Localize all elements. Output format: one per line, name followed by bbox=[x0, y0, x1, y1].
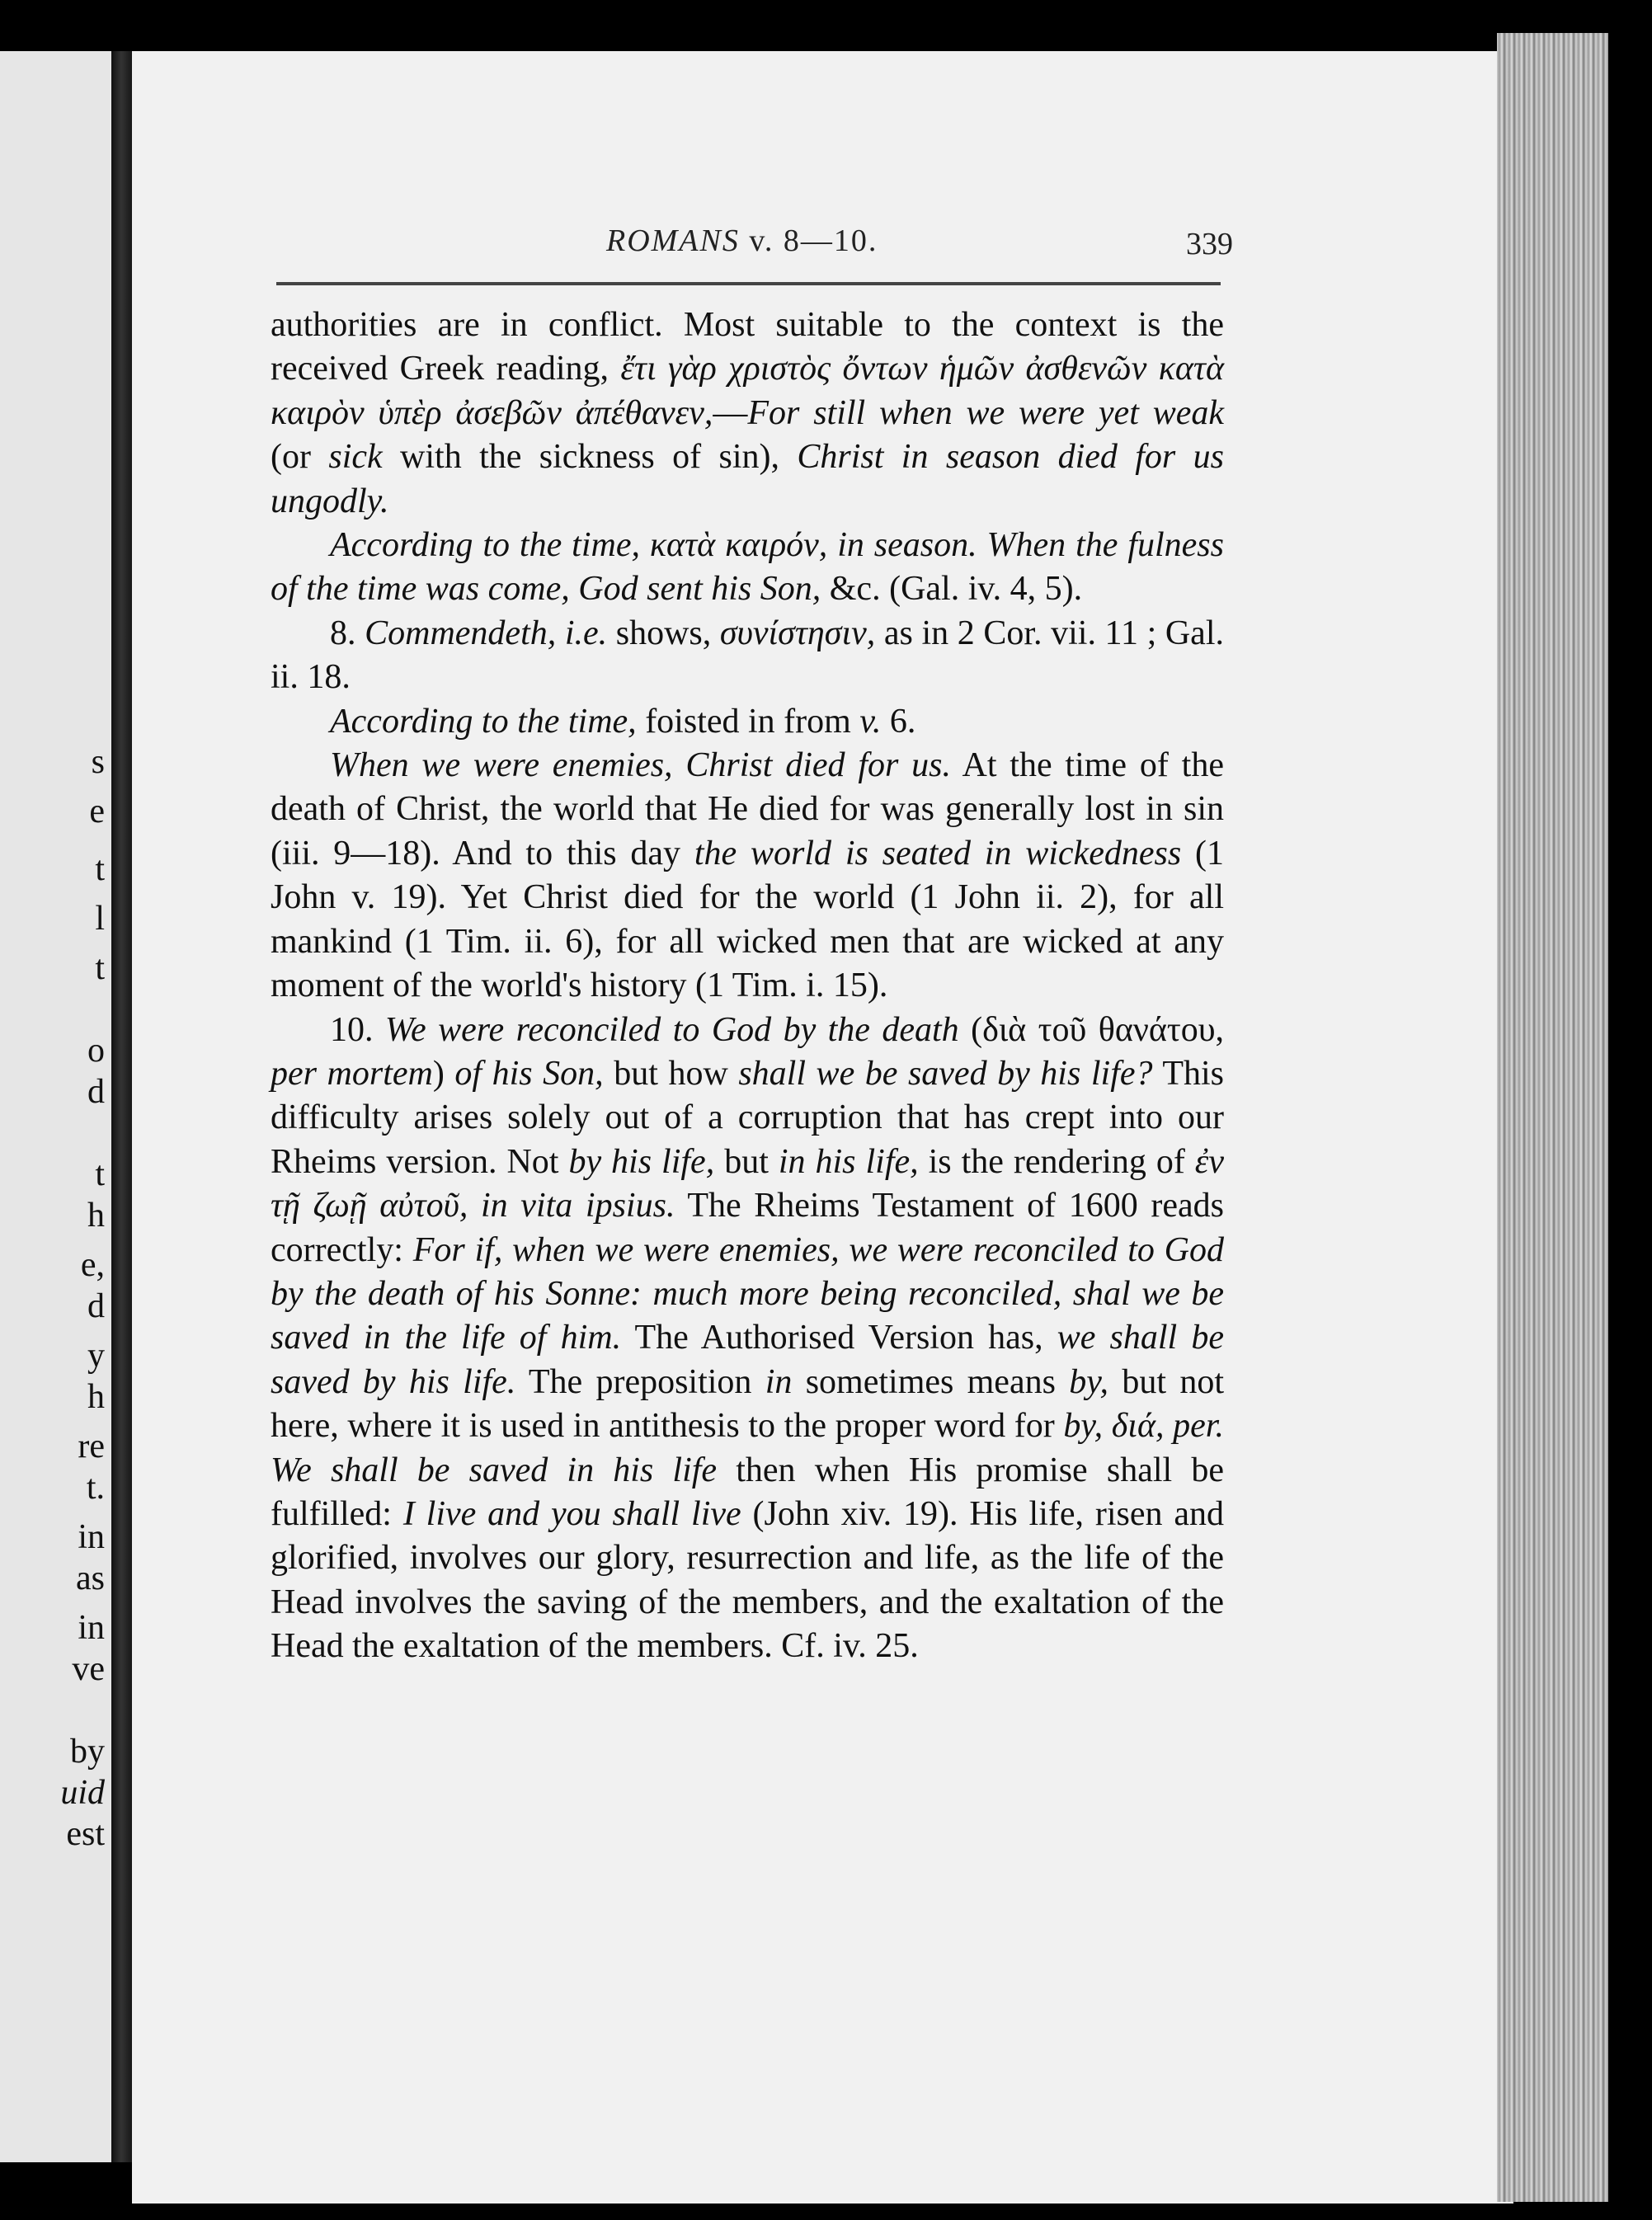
text-run: The Authorised Version has, bbox=[621, 1319, 1057, 1357]
italic-text: of his Son, bbox=[454, 1054, 604, 1093]
left-page-fragment: t bbox=[95, 1155, 105, 1193]
text-run: The preposition bbox=[515, 1362, 765, 1401]
left-page-fragment: re bbox=[78, 1427, 105, 1465]
text-run: authorities are in conflict. Most suitable to the context is the received Greek reading, bbox=[271, 306, 1224, 388]
left-page-fragment: e, bbox=[80, 1246, 105, 1284]
paragraph bbox=[271, 744, 1224, 1008]
left-page-fragment: h bbox=[87, 1378, 105, 1416]
body-text bbox=[271, 303, 1224, 1669]
italic-text: According to the time, bbox=[330, 702, 637, 741]
text-run: This difficulty arises solely out of a corruption that has crept into our Rheims version. Not bbox=[271, 1054, 1224, 1181]
text-run: — bbox=[713, 393, 748, 432]
italic-text: in bbox=[765, 1362, 793, 1401]
italic-text: Christ in season died for us ungodly. bbox=[271, 438, 1224, 520]
italic-text: v. bbox=[859, 702, 882, 741]
italic-text: We were reconciled to God by the death bbox=[384, 1010, 959, 1049]
text-run: foisted in from bbox=[636, 702, 860, 741]
italic-text: For if, when we were enemies, we were reconciled to God by the death of his Sonne: much more being reconciled, shal we be saved in the life of him. bbox=[271, 1230, 1225, 1357]
left-page-fragment: e bbox=[89, 793, 105, 830]
italic-text: συνίστησιν, bbox=[719, 614, 876, 652]
italic-text: Commendeth, i.e. bbox=[365, 614, 608, 652]
running-title-reference: v. 8—10. bbox=[749, 223, 878, 258]
text-run: 8. bbox=[330, 614, 365, 652]
italic-text: shall we be saved by his life? bbox=[738, 1054, 1153, 1093]
text-run: (John xiv. 19). His life, risen and glorified, involves our glory, resurrection and life, as the life of the Head involves the saving of the members, and the exaltation of the Head the exaltation of the members. Cf. iv. 25. bbox=[271, 1494, 1224, 1666]
text-run: shows, bbox=[607, 614, 720, 652]
left-page-fragment: d bbox=[87, 1287, 105, 1325]
page-edges bbox=[1497, 33, 1612, 2202]
left-page-fragment: l bbox=[95, 900, 105, 938]
text-run: but how bbox=[603, 1054, 739, 1093]
paragraph bbox=[271, 303, 1224, 524]
left-page-fragment: o bbox=[87, 1032, 105, 1070]
italic-text: by his life, bbox=[568, 1142, 715, 1181]
text-run: (1 John v. 19). Yet Christ died for the world (1 John ii. 2), for all mankind (1 Tim. ii. 6), for all wicked men that are wicked at any moment of the world's history (1 Tim. i. 15). bbox=[271, 834, 1224, 1005]
left-page-fragment: t bbox=[95, 850, 105, 888]
paragraph bbox=[271, 1009, 1224, 1669]
text-run: The Rheims Testament of 1600 reads correctly: bbox=[271, 1187, 1224, 1269]
paragraph bbox=[271, 700, 1224, 744]
running-title-word: ROMANS bbox=[606, 223, 740, 258]
page-number: 339 bbox=[1186, 227, 1233, 261]
page-edge-shadow bbox=[1608, 25, 1652, 2220]
left-page-fragment: in bbox=[78, 1609, 105, 1647]
italic-text: the world is seated in wickedness bbox=[694, 834, 1182, 872]
left-facing-page bbox=[0, 51, 111, 2162]
left-page-fragment: d bbox=[87, 1073, 105, 1111]
italic-text: we shall be saved by his life. bbox=[271, 1319, 1224, 1401]
header-rule bbox=[276, 282, 1221, 285]
text-run: (or bbox=[271, 438, 329, 477]
text-run: but not here, where it is used in antithesis to the proper word for bbox=[271, 1362, 1224, 1446]
italic-text: ἔτι γὰρ χριστὸς ὄντων ἡμῶν ἀσθενῶν κατὰ καιρὸν ὑπὲρ ἀσεβῶν ἀπέθανεν, bbox=[271, 350, 1224, 432]
italic-text: When we were enemies, Christ died for us. bbox=[330, 746, 951, 785]
italic-text: For still when we were yet weak bbox=[747, 393, 1224, 432]
paragraph bbox=[271, 524, 1224, 612]
left-page-fragment: by bbox=[70, 1733, 105, 1771]
text-run: is the rendering of bbox=[918, 1142, 1195, 1181]
left-page-fragment: y bbox=[87, 1337, 105, 1375]
page-header bbox=[144, 216, 1233, 266]
left-page-fragment: s bbox=[91, 743, 105, 781]
left-page-fragment: t. bbox=[86, 1469, 105, 1507]
paragraph bbox=[271, 612, 1224, 700]
left-page-fragment: as bbox=[76, 1559, 105, 1597]
left-page-fragment: h bbox=[87, 1197, 105, 1235]
italic-text: by, bbox=[1069, 1362, 1109, 1401]
text-run: 6. bbox=[881, 702, 916, 741]
italic-text: by, διά, per. We shall be saved in his life bbox=[271, 1407, 1224, 1489]
italic-text: I live and you shall live bbox=[402, 1494, 741, 1533]
left-page-fragment: est bbox=[66, 1815, 105, 1853]
left-page-fragment: t bbox=[95, 949, 105, 987]
text-run: sometimes means bbox=[792, 1362, 1070, 1401]
italic-text: per mortem bbox=[271, 1054, 433, 1093]
text-run: At the time of the death of Christ, the world that He died for was generally lost in sin (iii. 9—18). And to this day bbox=[271, 746, 1224, 872]
italic-text: ἐν τῇ ζωῇ αὐτοῦ, in vita ipsius. bbox=[271, 1142, 1224, 1225]
text-run: then when His promise shall be fulfilled: bbox=[271, 1451, 1224, 1533]
text-run: ) bbox=[432, 1054, 455, 1093]
italic-text: sick bbox=[328, 438, 383, 477]
left-page-fragment: uid bbox=[60, 1774, 105, 1812]
running-title bbox=[606, 223, 878, 259]
text-run: with the sickness of sin), bbox=[382, 438, 798, 477]
text-run: as in 2 Cor. vii. 11 ; Gal. ii. 18. bbox=[271, 614, 1224, 697]
text-run: but bbox=[714, 1142, 779, 1181]
text-run: (διὰ τοῦ θανάτου, bbox=[958, 1010, 1224, 1049]
text-run: 10. bbox=[330, 1010, 385, 1049]
italic-text: According to the time, κατὰ καιρόν, in season. When the fulness of the time was come, God sent his Son, bbox=[271, 526, 1224, 609]
left-page-fragment: ve bbox=[72, 1650, 105, 1688]
left-page-fragment: in bbox=[78, 1518, 105, 1556]
italic-text: in his life, bbox=[778, 1142, 919, 1181]
text-run: &c. (Gal. iv. 4, 5). bbox=[821, 570, 1083, 609]
